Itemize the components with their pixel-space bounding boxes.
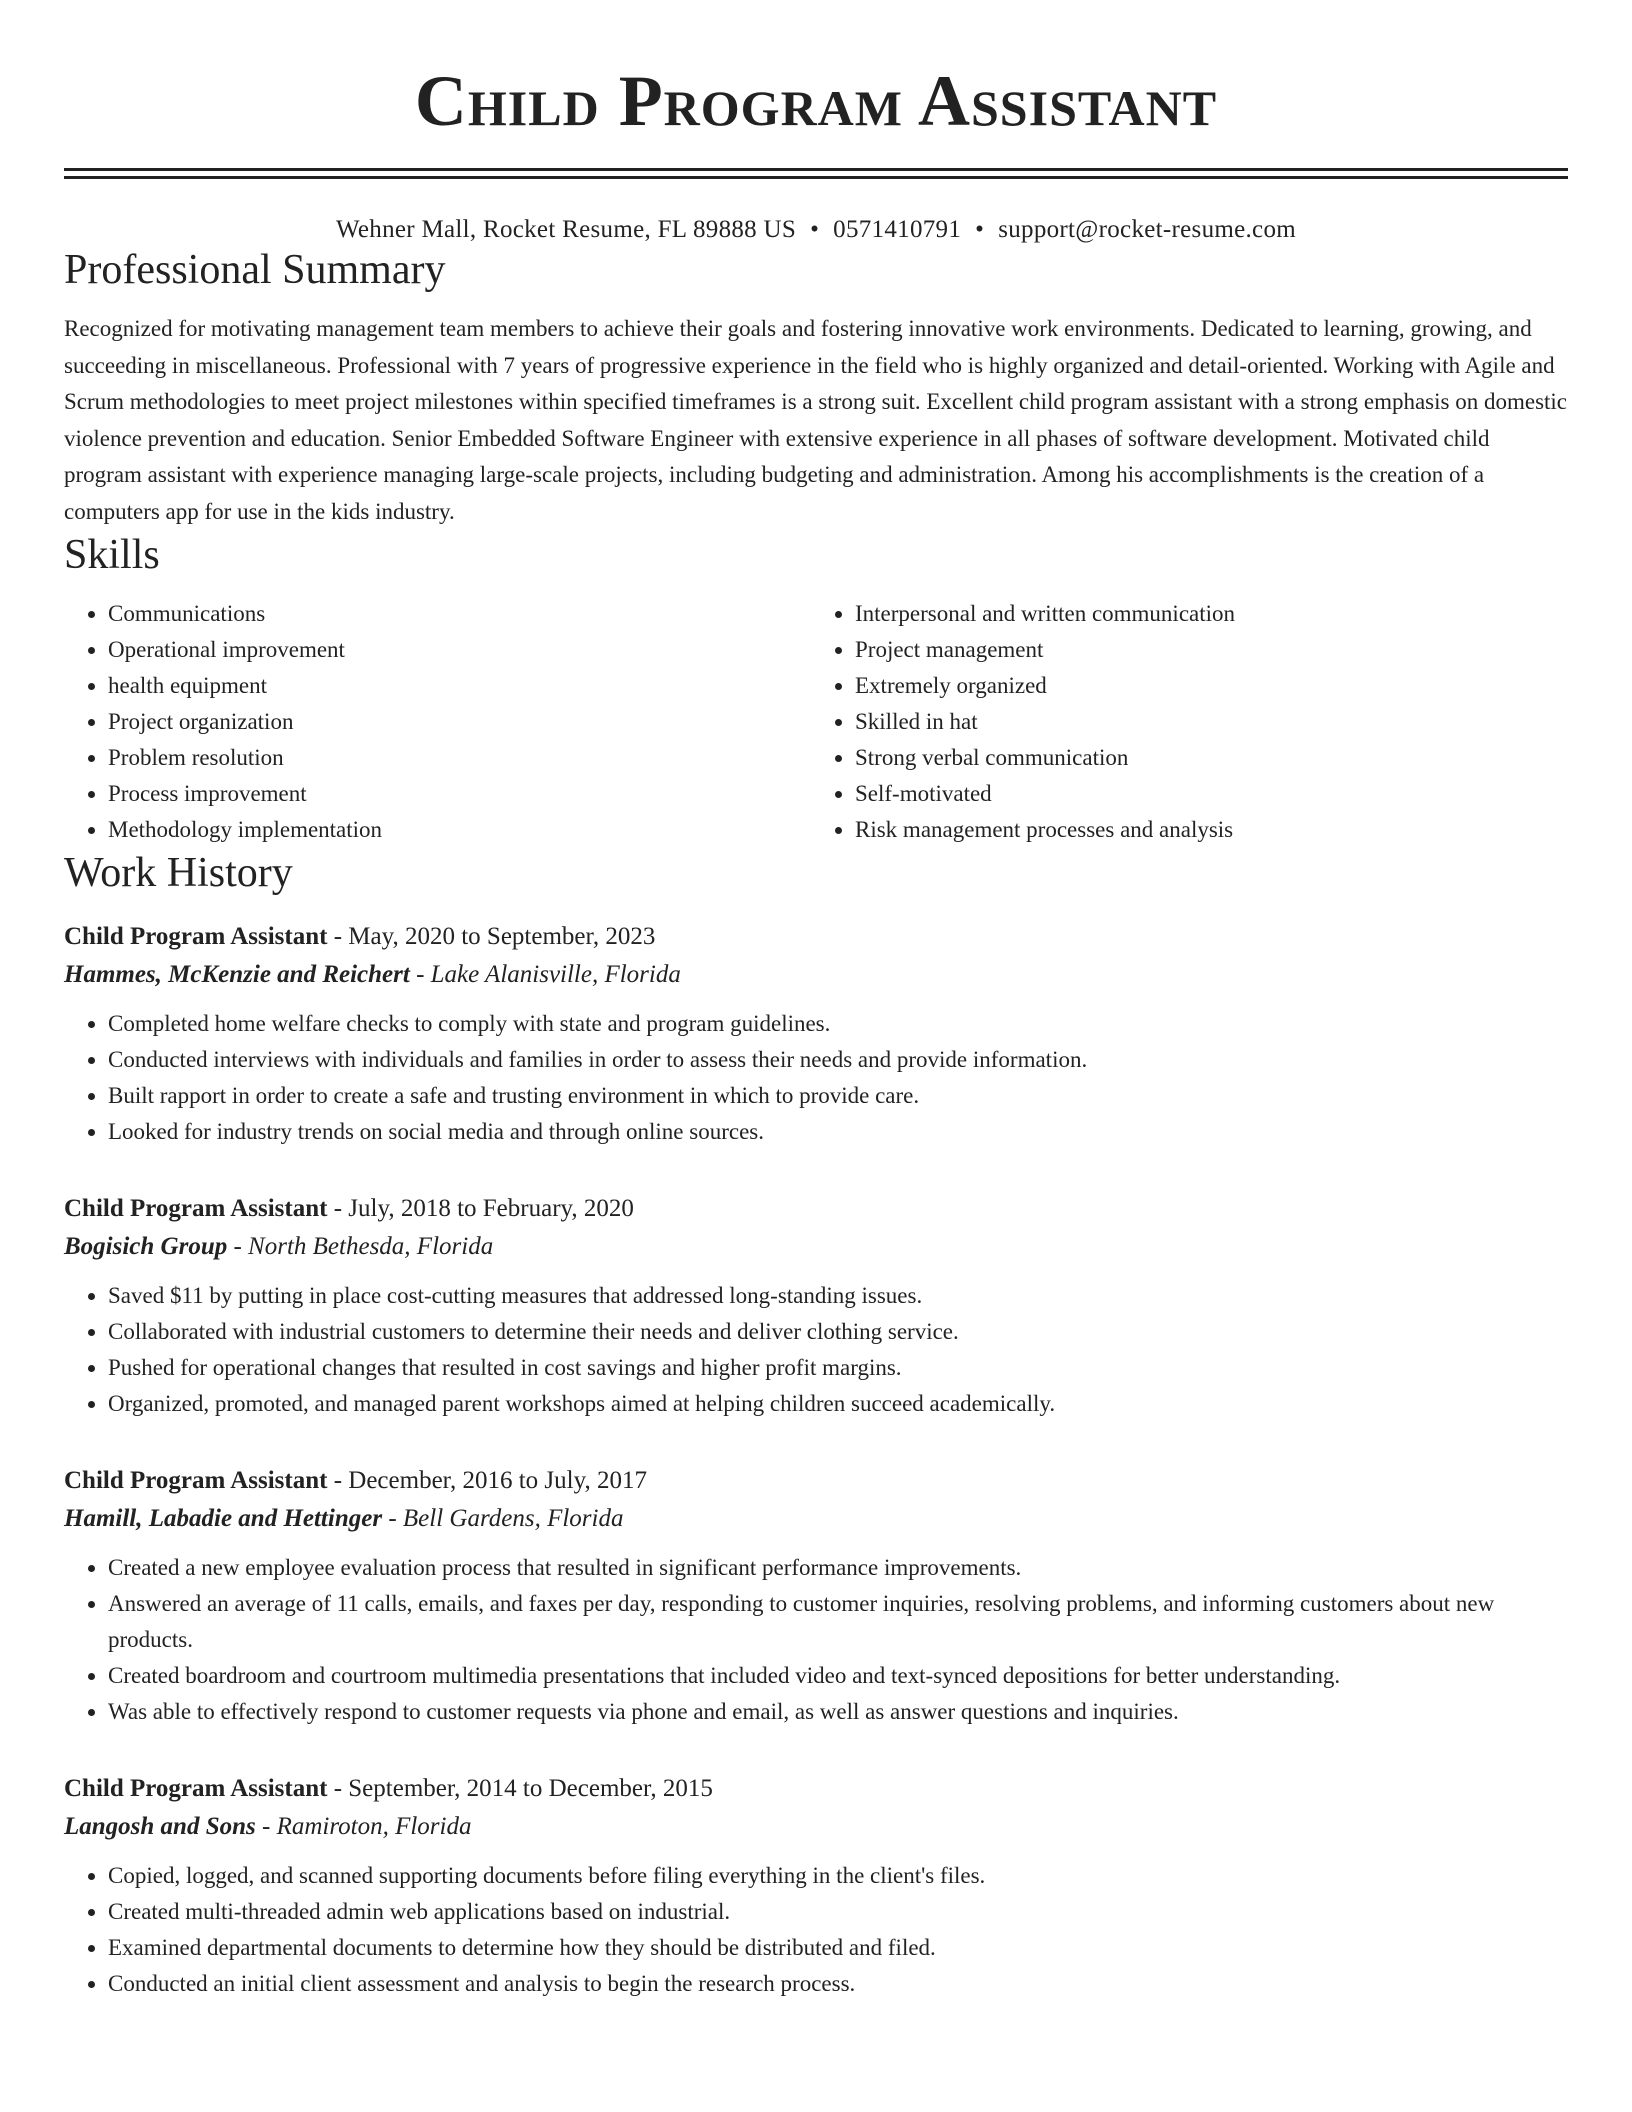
job-bullet: • Answered an average of 11 calls, emails, and faxes per day, responding to customer inquiries, resolving problems, and informing customers about new products. <box>108 1586 1568 1658</box>
job-entry <box>64 1192 1568 1422</box>
job-location: - North Bethesda, Florida <box>227 1233 494 1260</box>
skills-heading: Skills <box>64 532 160 578</box>
contact-separator: • <box>810 216 820 243</box>
job-dates: - May, 2020 to September, 2023 <box>327 923 656 950</box>
resume-content <box>64 0 1568 2002</box>
job-bullets <box>64 1858 1568 2002</box>
job-bullet: • Created multi-threaded admin web applications based on industrial. <box>108 1894 1568 1930</box>
contact-address: Wehner Mall, Rocket Resume, FL 89888 US <box>335 216 797 243</box>
job-bullet: • Was able to effectively respond to customer requests via phone and email, as well as answer questions and inquiries. <box>108 1694 1568 1730</box>
skill-item: • Project organization <box>108 704 821 740</box>
skills-column-right <box>821 596 1568 848</box>
header-divider-thick <box>64 168 1568 171</box>
job-bullet: • Saved $11 by putting in place cost-cutting measures that addressed long-standing issues. <box>108 1278 1568 1314</box>
job-entry <box>64 920 1568 1150</box>
skill-item: • Communications <box>108 596 821 632</box>
header-divider-thin <box>64 176 1568 179</box>
job-role: Child Program Assistant <box>64 1775 328 1802</box>
job-role: Child Program Assistant <box>64 1195 328 1222</box>
job-bullet: • Copied, logged, and scanned supporting documents before filing everything in the client's files. <box>108 1858 1568 1894</box>
job-title-line <box>64 1772 1568 1806</box>
skill-item: • Project management <box>855 632 1568 668</box>
skill-item: • Methodology implementation <box>108 812 821 848</box>
skill-item: • Strong verbal communication <box>855 740 1568 776</box>
job-company-line <box>64 1502 1568 1536</box>
job-entry <box>64 1772 1568 2002</box>
job-company-line <box>64 1230 1568 1264</box>
job-company: Langosh and Sons <box>64 1813 256 1840</box>
job-company-line <box>64 958 1568 992</box>
job-bullet: • Conducted interviews with individuals and families in order to assess their needs and provide information. <box>108 1042 1568 1078</box>
job-bullet: • Completed home welfare checks to comply with state and program guidelines. <box>108 1006 1568 1042</box>
job-bullet: • Organized, promoted, and managed parent workshops aimed at helping children succeed academically. <box>108 1386 1568 1422</box>
job-company: Hammes, McKenzie and Reichert <box>64 961 410 988</box>
work-history-heading: Work History <box>64 850 293 896</box>
job-location: - Bell Gardens, Florida <box>382 1505 624 1532</box>
job-bullets <box>64 1550 1568 1730</box>
job-title-line <box>64 1192 1568 1226</box>
job-bullet: • Built rapport in order to create a safe and trusting environment in which to provide care. <box>108 1078 1568 1114</box>
job-company-line <box>64 1810 1568 1844</box>
skill-item: • Interpersonal and written communication <box>855 596 1568 632</box>
job-dates: - July, 2018 to February, 2020 <box>327 1195 634 1222</box>
skills-list <box>64 596 1568 848</box>
job-bullets <box>64 1278 1568 1422</box>
skill-item: • Process improvement <box>108 776 821 812</box>
summary-text: Recognized for motivating management team members to achieve their goals and fostering innovative work environments. Dedicated to learning, growing, and succeeding in miscellaneous. Professional with 7 years of progressive experience in the field who is highly organized and detail-oriented. Working with Agile and Scrum methodologies to meet project milestones within specified timeframes is a strong suit. Excellent child program assistant with a strong emphasis on domestic violence prevention and education. Senior Embedded Software Engineer with extensive experience in all phases of software development. Motivated child program assistant with experience managing large-scale projects, including budgeting and administration. Among his accomplishments is the creation of a computers app for use in the kids industry. <box>64 316 1568 524</box>
job-company: Bogisich Group <box>64 1233 228 1260</box>
contact-phone: 0571410791 <box>833 216 962 243</box>
skill-item: • health equipment <box>108 668 821 704</box>
job-role: Child Program Assistant <box>64 1467 328 1494</box>
job-bullet: • Created a new employee evaluation process that resulted in significant performance improvements. <box>108 1550 1568 1586</box>
job-dates: - September, 2014 to December, 2015 <box>327 1775 713 1802</box>
job-bullet: • Collaborated with industrial customers to determine their needs and deliver clothing service. <box>108 1314 1568 1350</box>
skill-item: • Risk management processes and analysis <box>855 812 1568 848</box>
skill-item: • Problem resolution <box>108 740 821 776</box>
job-bullet: • Pushed for operational changes that resulted in cost savings and higher profit margins. <box>108 1350 1568 1386</box>
job-bullet: • Examined departmental documents to determine how they should be distributed and filed. <box>108 1930 1568 1966</box>
contact-separator: • <box>975 216 985 243</box>
summary-heading: Professional Summary <box>64 247 446 293</box>
job-location: - Lake Alanisville, Florida <box>409 961 681 988</box>
skill-item: • Skilled in hat <box>855 704 1568 740</box>
skill-item: • Extremely organized <box>855 668 1568 704</box>
job-company: Hamill, Labadie and Hettinger <box>64 1505 383 1532</box>
job-role: Child Program Assistant <box>64 923 328 950</box>
job-location: - Ramiroton, Florida <box>255 1813 472 1840</box>
job-bullets <box>64 1006 1568 1150</box>
contact-line <box>64 215 1568 245</box>
job-bullet: • Looked for industry trends on social media and through online sources. <box>108 1114 1568 1150</box>
skill-item: • Operational improvement <box>108 632 821 668</box>
job-bullet: • Conducted an initial client assessment and analysis to begin the research process. <box>108 1966 1568 2002</box>
contact-email: support@rocket-resume.com <box>998 216 1296 243</box>
skill-item: • Self-motivated <box>855 776 1568 812</box>
job-title-line <box>64 1464 1568 1498</box>
job-dates: - December, 2016 to July, 2017 <box>327 1467 647 1494</box>
job-bullet: • Created boardroom and courtroom multimedia presentations that included video and text-synced depositions for better understanding. <box>108 1658 1568 1694</box>
resume-name-heading: Child Program Assistant <box>414 61 1218 141</box>
job-entry <box>64 1464 1568 1730</box>
skills-column-left <box>64 596 821 848</box>
job-title-line <box>64 920 1568 954</box>
